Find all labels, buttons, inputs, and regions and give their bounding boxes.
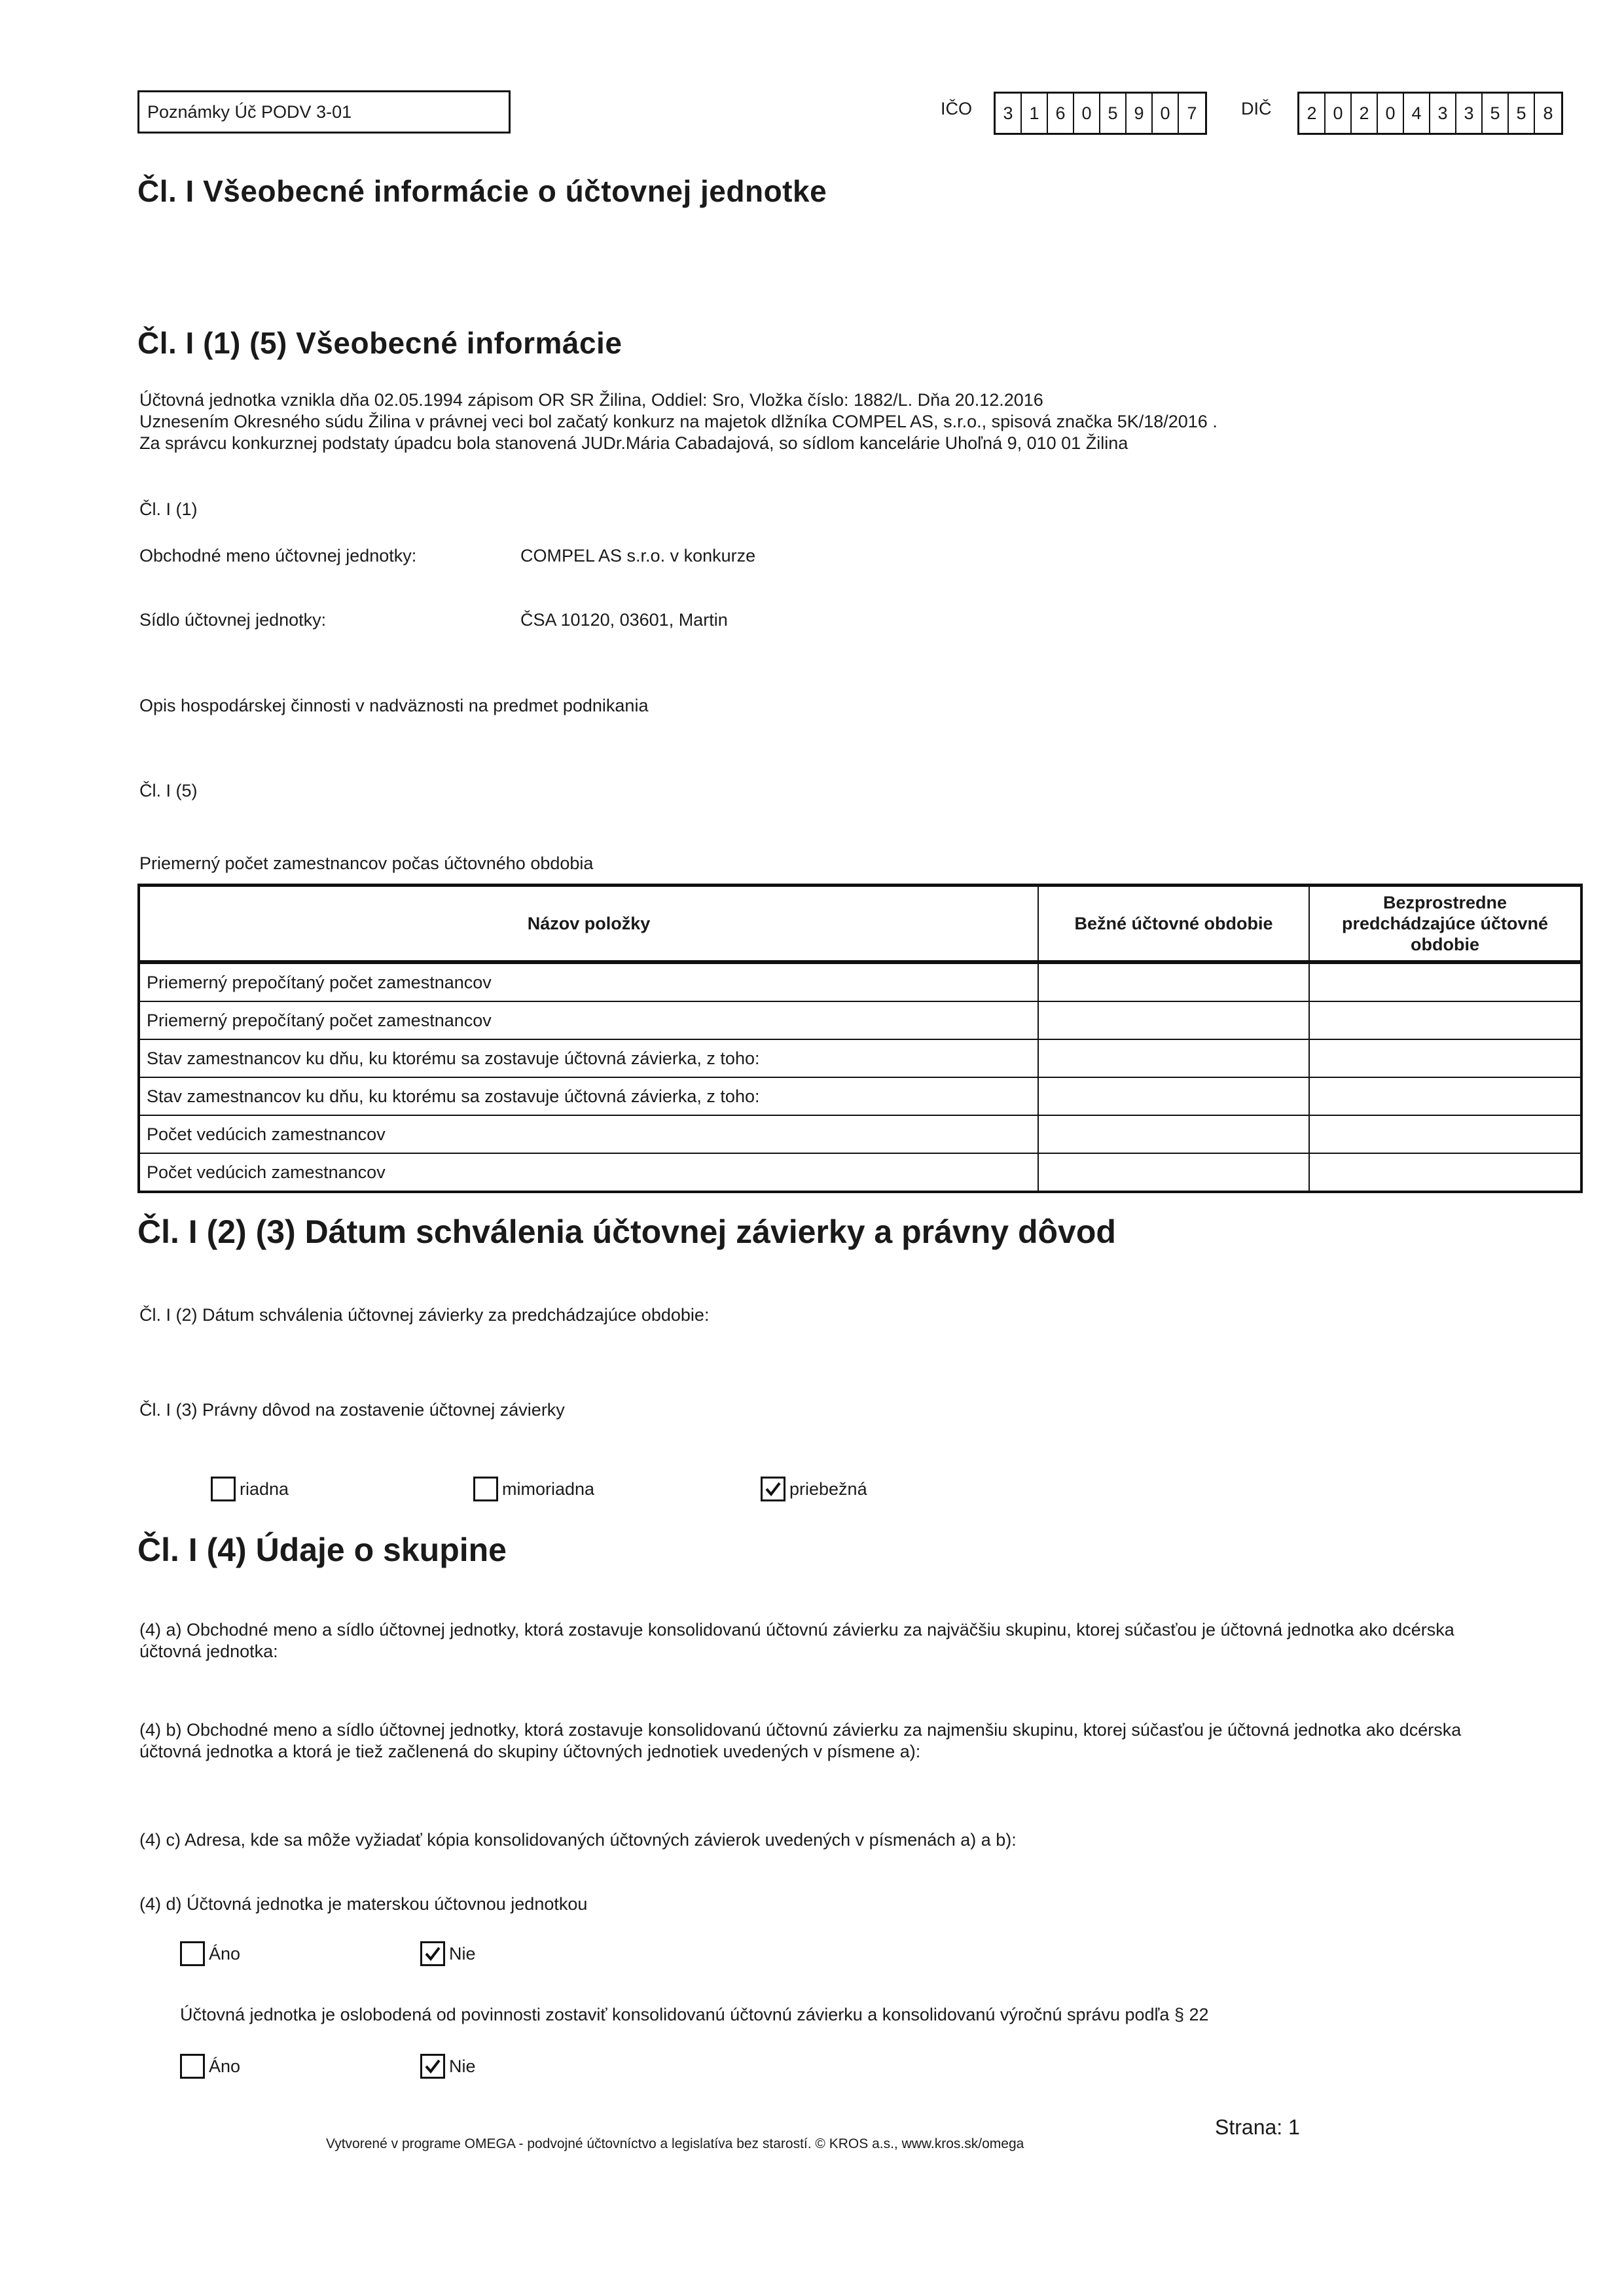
- checkbox-label: riadna: [240, 1479, 289, 1499]
- employees-table: [137, 884, 1583, 1193]
- row-previous-cell: [1309, 962, 1581, 1001]
- group-d-text: (4) d) Účtovná jednotka je materskou účtovnou jednotkou: [139, 1894, 588, 1914]
- dic-digit: 2: [1352, 94, 1378, 133]
- row-name-cell: Počet vedúcich zamestnancov: [139, 1115, 1038, 1153]
- column-header-item-name: Názov položky: [139, 886, 1038, 963]
- ico-digit: 3: [996, 94, 1022, 133]
- checkbox-box[interactable]: [211, 1477, 236, 1501]
- table-row: [139, 1077, 1581, 1115]
- ico-label: IČO: [941, 99, 973, 118]
- dic-digit: 0: [1326, 94, 1352, 133]
- row-current-cell: [1038, 1115, 1309, 1153]
- table-row: [139, 962, 1581, 1001]
- row-name-cell: Stav zamestnancov ku dňu, ku ktorému sa zostavuje účtovná závierka, z toho:: [139, 1077, 1038, 1115]
- dic-label: DIČ: [1241, 99, 1272, 118]
- row-name-cell: Priemerný prepočítaný počet zamestnancov: [139, 962, 1038, 1001]
- intro-line: Uznesením Okresného súdu Žilina v právnej veci bol začatý konkurz na majetok dlžníka COMPEL AS, s.r.o., spisová značka 5K/18/2016 .: [139, 412, 1218, 431]
- table-row: [139, 1115, 1581, 1153]
- checkbox-label: mimoriadna: [502, 1479, 595, 1499]
- row-current-cell: [1038, 962, 1309, 1001]
- company-seat-value: ČSA 10120, 03601, Martin: [520, 610, 728, 630]
- checkmark-icon: [423, 1944, 442, 1964]
- dic-digit: 3: [1456, 94, 1483, 133]
- row-previous-cell: [1309, 1077, 1581, 1115]
- checkbox-exempt-yes[interactable]: [180, 2054, 240, 2079]
- business-activity-label: Opis hospodárskej činnosti v nadväznosti na predmet podnikania: [139, 696, 649, 715]
- row-current-cell: [1038, 1077, 1309, 1115]
- subsection-title-general-info: Čl. I (1) (5) Všeobecné informácie: [137, 326, 623, 360]
- checkbox-parent-no[interactable]: [420, 1941, 476, 1966]
- checkbox-interim[interactable]: [761, 1477, 867, 1501]
- form-code-box: Poznámky Úč PODV 3-01: [137, 90, 511, 134]
- dic-digit: 0: [1378, 94, 1404, 133]
- exemption-text: Účtovná jednotka je oslobodená od povinnosti zostaviť konsolidovanú účtovnú závierku a konsolidovanú výročnú správu podľa § 22: [180, 2005, 1209, 2024]
- checkbox-extraordinary[interactable]: [473, 1477, 594, 1501]
- ico-digit: 7: [1187, 103, 1197, 123]
- checkbox-label: Nie: [449, 2056, 476, 2076]
- checkmark-icon: [763, 1479, 783, 1499]
- row-previous-cell: [1309, 1153, 1581, 1192]
- company-name-value: COMPEL AS s.r.o. v konkurze: [520, 546, 756, 565]
- employees-caption: Priemerný počet zamestnancov počas účtovného obdobia: [139, 853, 594, 873]
- checkbox-box[interactable]: [420, 1941, 445, 1966]
- row-name-cell: Priemerný prepočítaný počet zamestnancov: [139, 1001, 1038, 1039]
- checkbox-parent-yes[interactable]: [180, 1941, 240, 1966]
- group-b-text: (4) b) Obchodné meno a sídlo účtovnej jednotky, ktorá zostavuje konsolidovanú účtovnú závierku za najmenšiu skupinu, ktorej súčasťou je účtovná jednotka ako dcérska: [139, 1720, 1462, 1740]
- row-current-cell: [1038, 1001, 1309, 1039]
- dic-field: [1297, 92, 1563, 135]
- intro-line: Za správcu konkurznej podstaty úpadcu bola stanovená JUDr.Mária Cabadajová, so sídlom kancelárie Uhoľná 9, 010 01 Žilina: [139, 433, 1128, 453]
- table-row: [139, 1039, 1581, 1077]
- row-name-cell: Počet vedúcich zamestnancov: [139, 1153, 1038, 1192]
- checkbox-label: Áno: [209, 2056, 241, 2076]
- section-title-approval: Čl. I (2) (3) Dátum schválenia účtovnej závierky a právny dôvod: [137, 1213, 1116, 1250]
- dic-digit: 2: [1299, 94, 1326, 133]
- company-seat-label: Sídlo účtovnej jednotky:: [139, 610, 327, 630]
- ico-digit: 0: [1153, 94, 1179, 133]
- page-number: Strana: 1: [1215, 2115, 1300, 2139]
- group-b-text: účtovná jednotka a ktorá je tiež začlenená do skupiny účtovných jednotiek uvedených v písmene a):: [139, 1742, 921, 1761]
- checkbox-box[interactable]: [761, 1477, 785, 1501]
- dic-digit: 5: [1483, 94, 1509, 133]
- checkbox-label: Nie: [449, 1943, 476, 1964]
- table-row: [139, 1153, 1581, 1192]
- checkmark-icon: [423, 2056, 442, 2076]
- column-header-current-period: Bežné účtovné obdobie: [1038, 886, 1309, 963]
- table-header-row: [139, 886, 1581, 963]
- checkbox-label: Áno: [209, 1943, 241, 1964]
- checkbox-box[interactable]: [473, 1477, 498, 1501]
- ico-digit: 1: [1022, 94, 1048, 133]
- dic-digit: 5: [1509, 94, 1535, 133]
- row-name-cell: Stav zamestnancov ku dňu, ku ktorému sa zostavuje účtovná závierka, z toho:: [139, 1039, 1038, 1077]
- row-previous-cell: [1309, 1039, 1581, 1077]
- group-a-text: účtovná jednotka:: [139, 1641, 278, 1661]
- checkbox-label: priebežná: [789, 1479, 867, 1499]
- row-previous-cell: [1309, 1001, 1581, 1039]
- dic-digit: 4: [1404, 94, 1430, 133]
- group-a-text: (4) a) Obchodné meno a sídlo účtovnej jednotky, ktorá zostavuje konsolidovanú účtovnú závierku za najväčšiu skupinu, ktorej súčasťou je účtovná jednotka ako dcérska: [139, 1620, 1454, 1640]
- ico-digit: 9: [1127, 94, 1153, 133]
- checkbox-exempt-no[interactable]: [420, 2054, 476, 2079]
- footer-credit: Vytvorené v programe OMEGA - podvojné účtovníctvo a legislatíva bez starostí. © KROS a.s., www.kros.sk/omega: [326, 2136, 1024, 2151]
- section-title-group: Čl. I (4) Údaje o skupine: [137, 1532, 507, 1568]
- column-header-previous-period: Bezprostredne predchádzajúce účtovné obdobie: [1309, 886, 1581, 963]
- intro-line: Účtovná jednotka vznikla dňa 02.05.1994 zápisom OR SR Žilina, Oddiel: Sro, Vložka číslo: 1882/L. Dňa 20.12.2016: [139, 390, 1043, 410]
- ico-field: [994, 92, 1207, 135]
- ico-digit: 6: [1048, 94, 1074, 133]
- cl1-label: Čl. I (1): [139, 499, 198, 519]
- approval-date-label: Čl. I (2) Dátum schválenia účtovnej závierky za predchádzajúce obdobie:: [139, 1305, 710, 1325]
- checkbox-box[interactable]: [180, 2054, 205, 2079]
- table-row: [139, 1001, 1581, 1039]
- ico-digit: 5: [1100, 94, 1127, 133]
- row-previous-cell: [1309, 1115, 1581, 1153]
- group-c-text: (4) c) Adresa, kde sa môže vyžiadať kópia konsolidovaných účtovných závierok uvedených v písmenách a) a b):: [139, 1830, 1017, 1850]
- checkbox-ordinary[interactable]: [211, 1477, 289, 1501]
- cl5-label: Čl. I (5): [139, 781, 198, 800]
- company-name-label: Obchodné meno účtovnej jednotky:: [139, 546, 417, 565]
- legal-reason-label: Čl. I (3) Právny dôvod na zostavenie účtovnej závierky: [139, 1400, 565, 1420]
- dic-digit: 3: [1430, 94, 1456, 133]
- section-title-general: Čl. I Všeobecné informácie o účtovnej jednotke: [137, 174, 827, 208]
- checkbox-box[interactable]: [420, 2054, 445, 2079]
- ico-digit: 0: [1074, 94, 1100, 133]
- dic-digit: 8: [1543, 103, 1553, 123]
- row-current-cell: [1038, 1153, 1309, 1192]
- checkbox-box[interactable]: [180, 1941, 205, 1966]
- row-current-cell: [1038, 1039, 1309, 1077]
